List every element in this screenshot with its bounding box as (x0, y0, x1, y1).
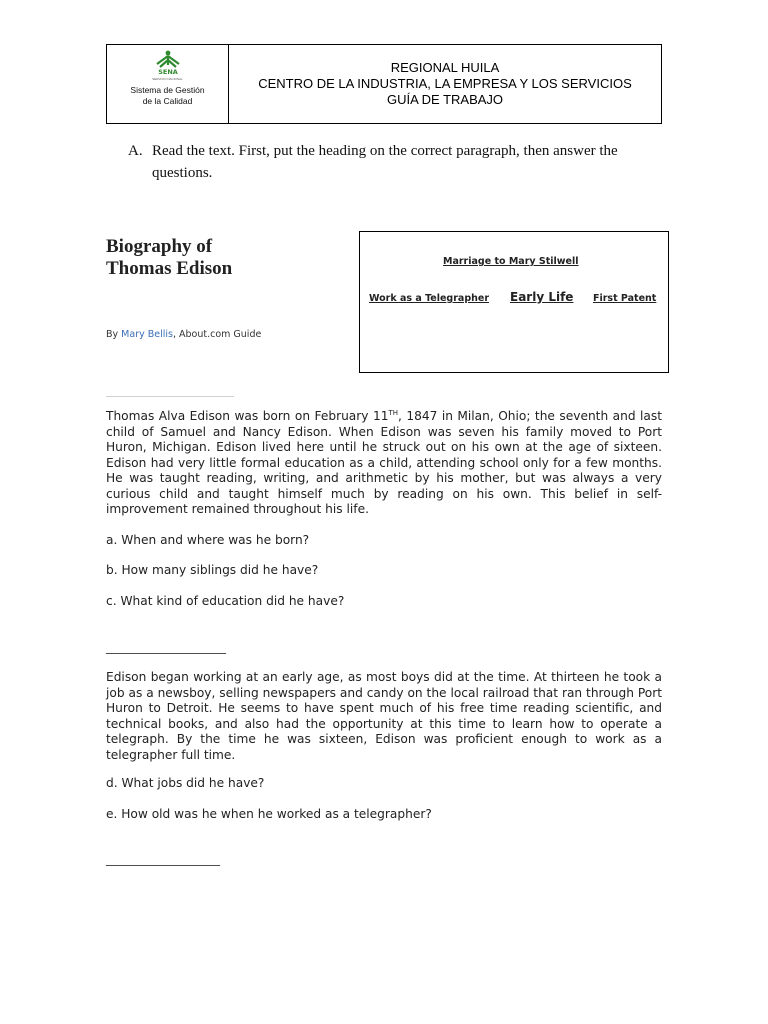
headings-box (359, 231, 669, 373)
system-line-1: Sistema de Gestión (130, 85, 205, 95)
question-e: e. How old was he when he worked as a telegrapher? (106, 807, 432, 821)
byline (106, 329, 261, 340)
header-logo-cell (107, 45, 229, 123)
article-title (106, 236, 326, 280)
document-header (106, 44, 662, 124)
author-link[interactable]: Mary Bellis (121, 329, 173, 340)
header-line-1: REGIONAL HUILA (390, 60, 500, 75)
byline-suffix: , About.com Guide (172, 329, 262, 340)
heading-blank-3: ___________________ (106, 852, 220, 866)
paragraph-1-rest: , 1847 in Milan, Ohio; the seventh and last child of Samuel and Nancy Edison. When Edison was seven his family moved to Port Huron, Michigan. Edison lived here until he struck out on his own at the age of sixteen. Edison had very little formal education as a child, attending school only for a few months. He was taught reading, writing, and arithmetic by his mother, but was always a very curious child and taught himself much by reading on his own. This belief in self-improvement remained throughout his life. (106, 409, 662, 516)
sena-logo-icon (151, 50, 185, 76)
heading-telegrapher: Work as a Telegrapher (369, 293, 490, 304)
header-line-3: GUÍA DE TRABAJO (386, 92, 504, 107)
header-line-2: CENTRO DE LA INDUSTRIA, LA EMPRESA Y LOS SERVICIOS (258, 76, 632, 91)
question-a: a. When and where was he born? (106, 533, 310, 547)
heading-marriage: Marriage to Mary Stilwell (443, 256, 579, 267)
paragraph-1-superscript: TH (388, 408, 399, 417)
paragraph-1 (106, 409, 662, 518)
article-title-line-2: Thomas Edison (106, 258, 233, 279)
question-d: d. What jobs did he have? (106, 776, 265, 790)
paragraph-1-start: Thomas Alva Edison was born on February 11 (106, 409, 389, 423)
paragraph-2: Edison began working at an early age, as most boys did at the time. At thirteen he took a job as a newsboy, selling newspapers and candy on the local railroad that ran through Port Huron to Detroit. He seems to have spent much of his free time reading scientific, and technical books, and also had the opportunity at this time to learn how to operate a telegraph. By the time he was sixteen, Edison was proficient enough to work as a telegrapher full time. (106, 670, 662, 762)
logo-subtitle: SERVICIO NACIONAL (152, 77, 183, 81)
logo-wordmark: SENA (157, 68, 178, 76)
quality-system-label (130, 85, 204, 107)
article-title-line-1: Biography of (106, 236, 213, 257)
heading-early-life: Early Life (510, 290, 574, 304)
instruction-letter: A. (128, 143, 143, 159)
heading-first-patent: First Patent (593, 293, 657, 304)
question-c: c. What kind of education did he have? (106, 594, 345, 608)
heading-blank-2: ____________________ (106, 640, 226, 654)
separator-line (106, 396, 234, 397)
instruction-text: Read the text. First, put the heading on the correct paragraph, then answer the questions. (152, 143, 618, 181)
question-b: b. How many siblings did he have? (106, 563, 319, 577)
header-title-cell (229, 45, 661, 123)
system-line-2: de la Calidad (142, 96, 193, 106)
instruction (128, 140, 668, 184)
byline-prefix: By (106, 329, 122, 340)
